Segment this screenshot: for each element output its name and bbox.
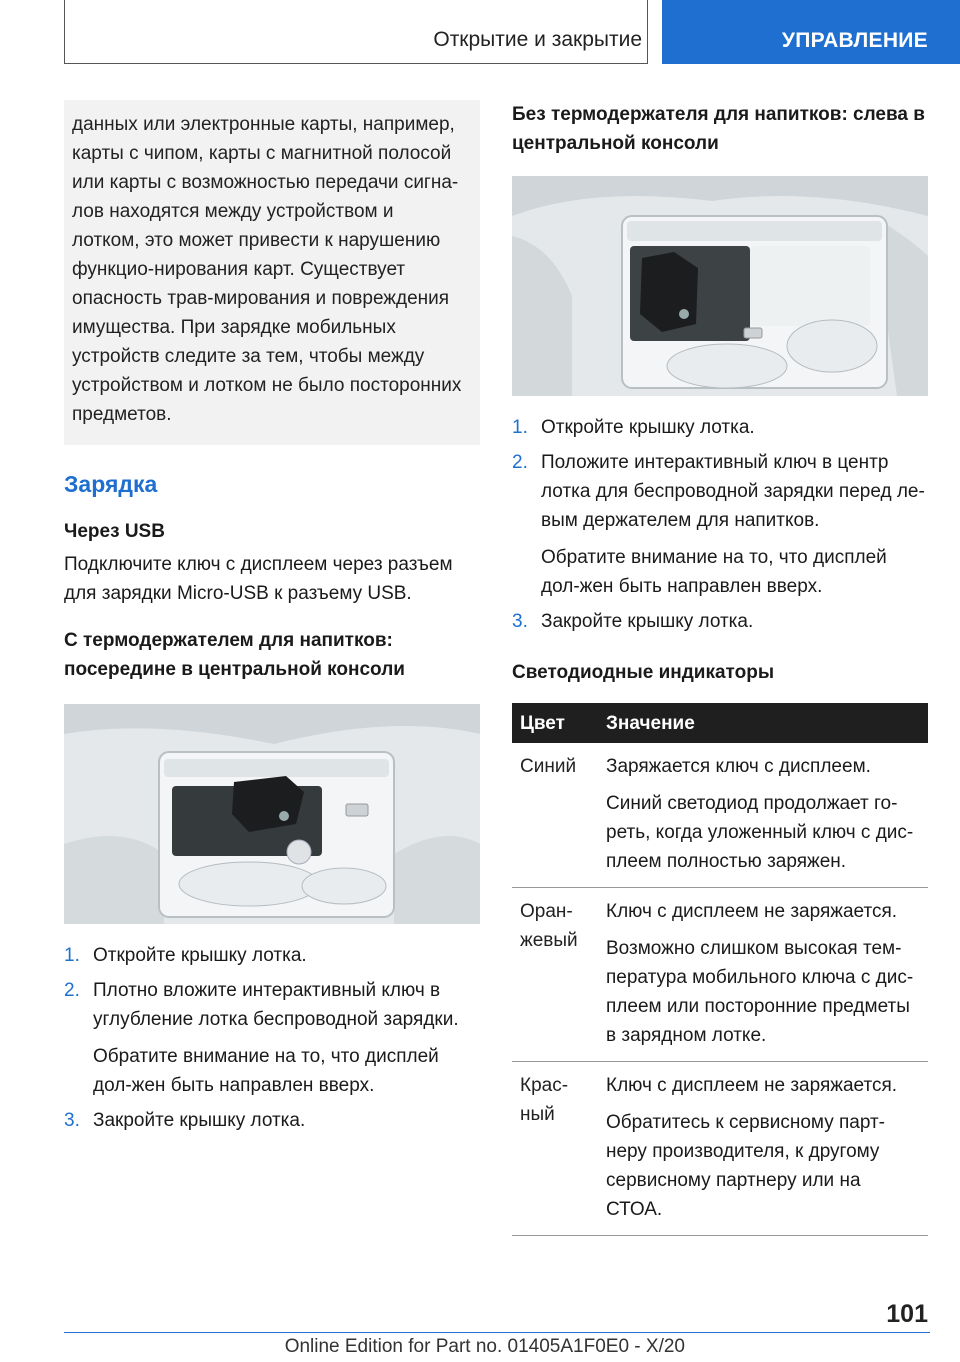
section-heading: Зарядка [64,471,158,497]
list-item: 3. Закройте крышку лотка. [64,1110,306,1131]
usb-text: Подключите ключ с дисплеем через разъем для зарядки Micro-USB к разъему USB. [64,554,453,604]
table-header-row [512,703,928,743]
steps-list-left [512,413,928,636]
page-number: 101 [886,1300,928,1328]
led-meaning: Ключ с дисплеем не заряжается. Возможно слишком высокая тем‐пература мобильного ключа с дис‐плеем или посторонние предметы в зарядном лотке. [598,888,928,1062]
edition-text: Online Edition for Part no. 01405A1F0E0 - X/20 [284,1336,685,1357]
column-header-color: Цвет [512,703,598,743]
console-photo-center [64,704,480,924]
footer-divider [64,1332,930,1333]
led-meaning: Ключ с дисплеем не заряжается. Обратитесь к сервисному парт‐неру производителя, к другому сервисному партнеру или на СТОА. [598,1062,928,1236]
list-item: 2. Плотно вложите интерактивный ключ в углубление лотка беспроводной зарядки. Обратите внимание на то, что дисплей дол‐жен быть направлен вверх. [64,980,459,1096]
right-column [512,100,928,1236]
led-heading: Светодиодные индикаторы [512,662,775,683]
list-item: 2. Положите интерактивный ключ в центр лотка для беспроводной зарядки перед ле‐вым держателем для напитков. Обратите внимание на то, что дисплей дол‐жен быть направлен вверх. [512,452,925,597]
left-console-heading: Без термодержателя для напитков: слева в центральной консоли [512,104,925,154]
list-item: 1. Откройте крышку лотка. [512,417,755,438]
holder-heading: С термодержателем для напитков: посередине в центральной консоли [64,630,405,680]
led-color: Синий [512,743,598,888]
warning-note: данных или электронные карты, например, карты с чипом, карты с магнитной полосой или карты с возможностью передачи сигна‐лов находятся между устройством и лотком, это может привести к нарушению функцио‐нирования карт. Существует опасность трав‐мирования и повреждения имущества. При зарядке мобильных устройств следите за тем, чтобы между устройством и лотком не было посторонних предметов. [64,100,480,445]
table-row [512,743,928,888]
list-item: 3. Закройте крышку лотка. [512,611,754,632]
console-photo-left [512,176,928,396]
led-table [512,703,928,1236]
left-column [64,100,480,1141]
usb-heading: Через USB [64,521,165,542]
chapter-tab[interactable]: УПРАВЛЕНИЕ [662,0,960,64]
table-row [512,888,928,1062]
steps-list-center [64,941,480,1135]
list-item: 1. Откройте крышку лотка. [64,945,307,966]
led-meaning: Заряжается ключ с дисплеем. Синий светодиод продолжает го‐реть, когда уложенный ключ с дис‐плеем полностью заряжен. [598,743,928,888]
led-color: Оран‐жевый [512,888,598,1062]
section-title: Открытие и закрытие [433,28,642,51]
column-header-meaning: Значение [598,703,928,743]
table-row [512,1062,928,1236]
led-color: Крас‐ный [512,1062,598,1236]
